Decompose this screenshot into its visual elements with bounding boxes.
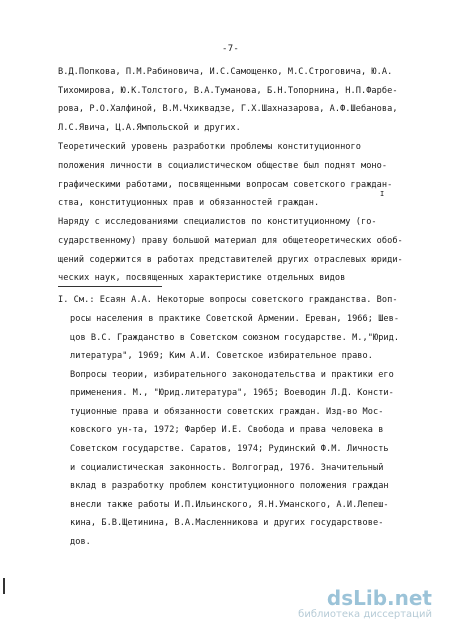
footnote-line: внесли также работы И.П.Ильинского, Я.Н.Уманского, А.И.Лепеш-: [70, 500, 389, 510]
footnote-line: росы населения в практике Советской Армении. Ереван, 1966; Шев-: [70, 314, 400, 324]
footnote-line: туционные права и обязанности советских граждан. Изд-во Мос-: [70, 407, 384, 417]
dslib-subtitle: библиотека диссертаций: [298, 609, 432, 620]
body-line: Наряду с исследованиями специалистов по конституционному (го-: [58, 217, 377, 227]
footnote-marker: I: [380, 190, 385, 198]
footnote-line: цов В.С. Гражданство в Советском союзном государстве. М.,"Юрид.: [70, 333, 400, 343]
body-line: Тихомирова, Ю.К.Толстого, В.А.Тумановa, Б.Н.Топорнина, Н.П.Фарбе-: [58, 86, 398, 96]
dslib-logo: dsLib.net: [326, 586, 432, 610]
margin-scan-mark: [3, 578, 5, 594]
footnote-line: вклад в разработку проблем конституционного положения граждан: [70, 481, 389, 491]
footnote-line: Вопросы теории, избирательного законодательства и практики его: [70, 370, 394, 380]
body-line: В.Д.Попкова, П.М.Рабиновича, И.С.Самощенко, М.С.Строговича, Ю.А.: [58, 67, 393, 77]
body-line: ства, конституционных прав и обязанностей граждан.: [58, 198, 320, 208]
body-line: щений содержится в работах представителей других отраслевых юриди-: [58, 255, 403, 265]
footnote-line: I. См.: Есаян А.А. Некоторые вопросы советского гражданства. Воп-: [58, 295, 398, 305]
footnote-line: Советском государстве. Саратов, 1974; Рудинский Ф.М. Личность: [70, 444, 389, 454]
body-line: графическими работами, посвященными вопросам советского граждан-: [58, 180, 393, 190]
dslib-watermark: [298, 587, 432, 621]
body-line: Л.С.Явича, Ц.А.Ямпольской и других.: [58, 123, 241, 133]
body-line: ческих наук, посвященных характеристике отдельных видов: [58, 273, 346, 283]
body-line: положения личности в социалистическом обществе был поднят моно-: [58, 161, 388, 171]
footnote-line: применения. М., "Юрид.литература", 1965; Воеводин Л.Д. Консти-: [70, 388, 394, 398]
body-line: ровa, Р.О.Халфиной, В.М.Чхиквадзе, Г.Х.Шахназарова, А.Ф.Шебанова,: [58, 104, 398, 114]
footnote-line: и социалистическая законность. Волгоград, 1976. Значительный: [70, 463, 384, 473]
footnote-line: ковского ун-та, 1972; Фарбер И.Е. Свобода и права человека в: [70, 425, 384, 435]
footnote-separator: [58, 286, 162, 287]
body-line: Теоретический уровень разработки проблемы конституционного: [58, 142, 361, 152]
body-line: сударственному) праву большой материал для общетеоретических обоб-: [58, 236, 403, 246]
footnote-line: литература", 1969; Ким А.И. Советское избирательное право.: [70, 351, 373, 361]
footnote-line: дов.: [70, 537, 91, 547]
footnote-line: кина, Б.В.Щетинина, В.А.Масленникова и других государствове-: [70, 518, 384, 528]
page-number: -7-: [222, 44, 240, 54]
